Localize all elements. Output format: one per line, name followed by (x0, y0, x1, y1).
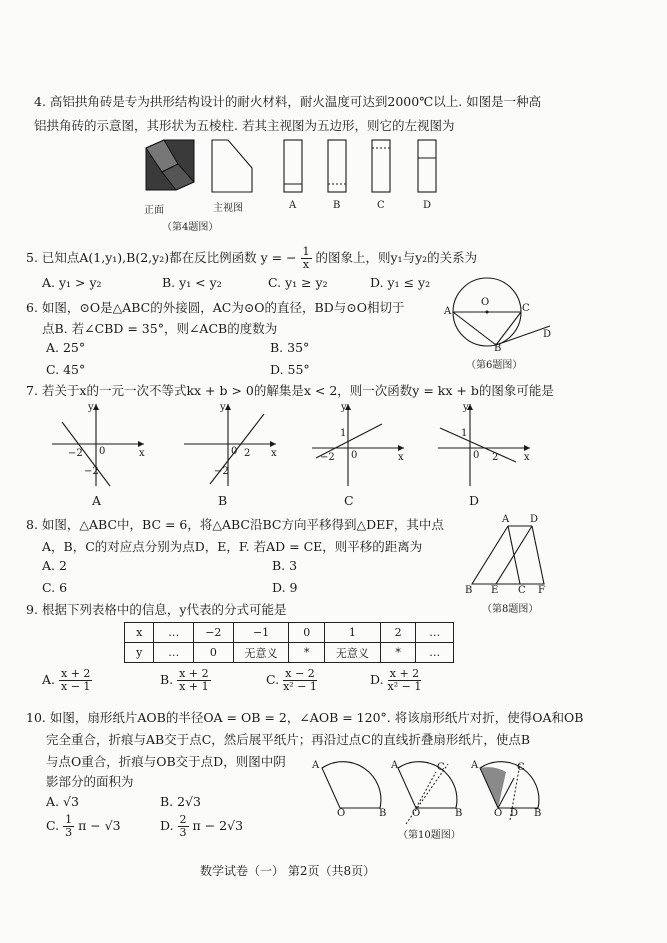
q9-cell: −1 (233, 623, 289, 643)
q5-frac-den: x (302, 258, 310, 271)
q10-option-c-frac (63, 814, 74, 839)
q7-graph-b (180, 400, 280, 488)
q10-fig3-b: B (534, 808, 542, 819)
q10-option-c-label: C. (46, 818, 60, 833)
q9-option-c-den: x² − 1 (283, 680, 317, 693)
q8-label-d: D (530, 514, 539, 525)
q10-fig3-a: A (471, 760, 479, 771)
q10-line3: 与点O重合，折痕与OB交于点D，则图中阴 (46, 754, 286, 769)
q7-a-tick-2: −2 (84, 466, 99, 477)
q10-fig1-o: O (337, 808, 346, 819)
q7-c-origin: 0 (351, 450, 358, 461)
q6-line1: 6. 如图，⊙O是△ABC的外接圆，AC为⊙O的直径，BD与⊙O相切于 (26, 300, 405, 315)
q9-cell: −2 (194, 623, 234, 643)
q6-label-d: D (543, 329, 552, 340)
q7-b-x-label: x (271, 448, 277, 459)
q7-d-x-label: x (524, 452, 530, 463)
q4-line2: 铝拱角砖的示意图，其形状为五棱柱. 若其主视图为五边形，则它的左视图为 (34, 118, 455, 133)
q5-option-b: B. y₁ < y₂ (162, 275, 222, 290)
q9-option-a-frac (59, 668, 92, 693)
q9-option-d-frac (388, 668, 422, 693)
q7-option-a: A (92, 493, 102, 508)
q7-d-origin: 0 (473, 450, 480, 461)
q8-option-a: A. 2 (42, 558, 67, 573)
q7-option-b: B (218, 493, 228, 508)
q8-option-b: B. 3 (272, 558, 298, 573)
q8-triangle-figure (460, 518, 560, 588)
q8-option-c: C. 6 (42, 580, 68, 595)
q5-option-a: A. y₁ > y₂ (42, 275, 102, 290)
q9-cell: * (380, 643, 416, 663)
q10-caption: （第10题图） (398, 830, 461, 841)
q10-option-d-frac (178, 814, 189, 839)
q10-option-d-den: 3 (179, 826, 187, 839)
q7-d-tick-1: 2 (492, 452, 499, 463)
q6-option-d: D. 55° (270, 362, 310, 377)
q4-caption: （第4题图） (162, 222, 219, 233)
q9-cell: 无意义 (233, 643, 289, 663)
q9-option-c-label: C. (266, 672, 280, 687)
q4-main-view-label: 主视图 (213, 203, 243, 214)
q7-stem: 7. 若关于x的一元一次不等式kx + b > 0的解集是x < 2，则一次函数y = kx + b的图象可能是 (26, 383, 554, 398)
q5-stem (26, 246, 477, 271)
q10-option-a: A. √3 (46, 794, 79, 809)
q10-option-b: B. 2√3 (160, 794, 202, 809)
q9-stem: 9. 根据下列表格中的信息，y代表的分式可能是 (26, 602, 287, 617)
q10-line1: 10. 如图，扇形纸片AOB的半径OA = OB = 2，∠AOB = 120°. 将该扇形纸片对折，使得OA和OB (26, 710, 584, 725)
q10-option-d-rest: π − 2√3 (192, 818, 244, 833)
q7-c-tick-2: 1 (340, 428, 347, 439)
q4-option-d: D (423, 200, 432, 211)
q8-label-e: E (491, 585, 499, 596)
q10-fig3-d: D (510, 808, 519, 819)
q7-b-tick-1: 2 (244, 448, 251, 459)
q9-row-y (125, 643, 454, 663)
q7-b-y-label: y (220, 402, 226, 413)
q9-cell: … (154, 643, 194, 663)
q10-fig3-o: O (494, 808, 503, 819)
q9-option-c-frac (283, 668, 317, 693)
q9-cell: 无意义 (325, 643, 381, 663)
q5-option-c: C. y₁ ≥ y₂ (268, 275, 328, 290)
q9-option-d-den: x² − 1 (387, 680, 422, 693)
q9-cell: 1 (325, 623, 381, 643)
q10-option-c-den: 3 (65, 826, 73, 839)
q9-cell: 0 (289, 623, 325, 643)
q8-label-a: A (502, 514, 510, 525)
q4-option-a: A (289, 200, 297, 211)
q10-option-c (46, 814, 121, 839)
q10-option-c-rest: π − √3 (78, 818, 121, 833)
q4-option-c: C (377, 200, 385, 211)
q9-option-d (370, 668, 421, 693)
q10-line2: 完全重合，折痕与AB交于点C，然后展平纸片；再沿过点C的直线折叠扇形纸片，使点B (46, 732, 531, 747)
q8-line2: A，B，C的对应点分别为点D，E，F. 若AD = CE，则平移的距离为 (42, 539, 423, 554)
q10-option-d (160, 814, 243, 839)
q10-fig3-c: C (517, 762, 525, 773)
q10-fig1-b: B (379, 808, 387, 819)
q9-cell: … (154, 623, 194, 643)
q7-a-tick-1: −2 (68, 448, 83, 459)
q7-graph-c (308, 400, 408, 488)
q4-option-b: B (333, 200, 341, 211)
q6-option-b: B. 35° (270, 340, 310, 355)
q9-cell: * (289, 643, 325, 663)
q9-value-table (124, 622, 454, 663)
q8-label-f: F (538, 585, 545, 596)
q10-option-d-num: 2 (179, 813, 187, 826)
q10-fig2-c: C (437, 762, 445, 773)
q7-c-y-label: y (341, 402, 347, 413)
q6-option-c: C. 45° (46, 362, 86, 377)
q7-a-origin: 0 (99, 446, 106, 457)
q8-caption: （第8题图） (482, 604, 539, 615)
q4-line1: 4. 高铝拱角砖是专为拱形结构设计的耐火材料，耐火温度可达到2000℃以上. 如图是一种高 (34, 94, 542, 109)
q7-option-c: C (344, 493, 354, 508)
q9-option-d-label: D. (370, 672, 384, 687)
q8-label-c: C (518, 585, 526, 596)
q7-option-d: D (469, 493, 480, 508)
q5-fraction (301, 246, 312, 271)
q5-option-d: D. y₁ ≤ y₂ (370, 275, 431, 290)
q10-fig2-a: A (391, 760, 399, 771)
q10-fig2-o: O (412, 808, 421, 819)
q10-option-c-num: 1 (65, 813, 73, 826)
q6-option-a: A. 25° (46, 340, 86, 355)
q6-label-b: B (494, 343, 502, 354)
q10-fig1-a: A (312, 760, 320, 771)
q9-cell: 2 (380, 623, 416, 643)
q9-option-a-num: x + 2 (61, 667, 91, 680)
q9-option-b-num: x + 2 (179, 667, 209, 680)
q6-line2: 点B. 若∠CBD = 35°，则∠ACB的度数为 (42, 321, 278, 336)
q10-fig2-b: B (455, 808, 463, 819)
page-footer: 数学试卷（一） 第2页（共8页） (200, 864, 376, 878)
q9-cell: x (125, 623, 154, 643)
q6-label-c: C (522, 303, 530, 314)
q5-frac-num: 1 (302, 245, 310, 258)
q5-stem-a: 5. 已知点A(1,y₁),B(2,y₂)都在反比例函数 y = − (26, 250, 297, 265)
q9-option-b-label: B. (160, 672, 174, 687)
q9-cell: … (416, 643, 454, 663)
q7-b-origin: 0 (231, 446, 238, 457)
q9-option-b (160, 668, 211, 693)
q6-label-a: A (444, 306, 452, 317)
q9-option-c-num: x − 2 (283, 668, 317, 681)
q6-label-o: O (481, 297, 490, 308)
q10-line4: 影部分的面积为 (46, 774, 134, 789)
q9-option-b-frac (177, 668, 210, 693)
q7-d-y-label: y (463, 402, 469, 413)
q9-option-d-num: x + 2 (388, 668, 422, 681)
q9-cell: … (416, 623, 454, 643)
q9-cell: y (125, 643, 154, 663)
q7-a-y-label: y (88, 402, 94, 413)
q7-a-x-label: x (139, 448, 145, 459)
q7-d-tick-2: 1 (461, 428, 468, 439)
q9-option-b-den: x + 1 (179, 680, 209, 693)
q7-c-x-label: x (398, 452, 404, 463)
q4-front-label: 正面 (144, 205, 164, 216)
q4-brick-figure (140, 138, 470, 218)
q8-label-b: B (465, 585, 473, 596)
q7-graph-d (434, 400, 534, 488)
q7-c-tick-1: −2 (320, 452, 335, 463)
q10-option-d-label: D. (160, 818, 174, 833)
q7-b-tick-2: −2 (214, 466, 229, 477)
q9-option-c (266, 668, 317, 693)
q9-option-a-label: A. (42, 672, 56, 687)
q8-line1: 8. 如图，△ABC中，BC = 6，将△ABC沿BC方向平移得到△DEF，其中点 (26, 517, 444, 532)
q9-option-a (42, 668, 92, 693)
q9-cell: 0 (194, 643, 234, 663)
q8-option-d: D. 9 (272, 580, 298, 595)
q5-stem-b: 的图象上，则y₁与y₂的关系为 (315, 250, 478, 265)
q6-caption: （第6题图） (466, 360, 523, 371)
q9-row-x (125, 623, 454, 643)
q9-option-a-den: x − 1 (61, 680, 91, 693)
